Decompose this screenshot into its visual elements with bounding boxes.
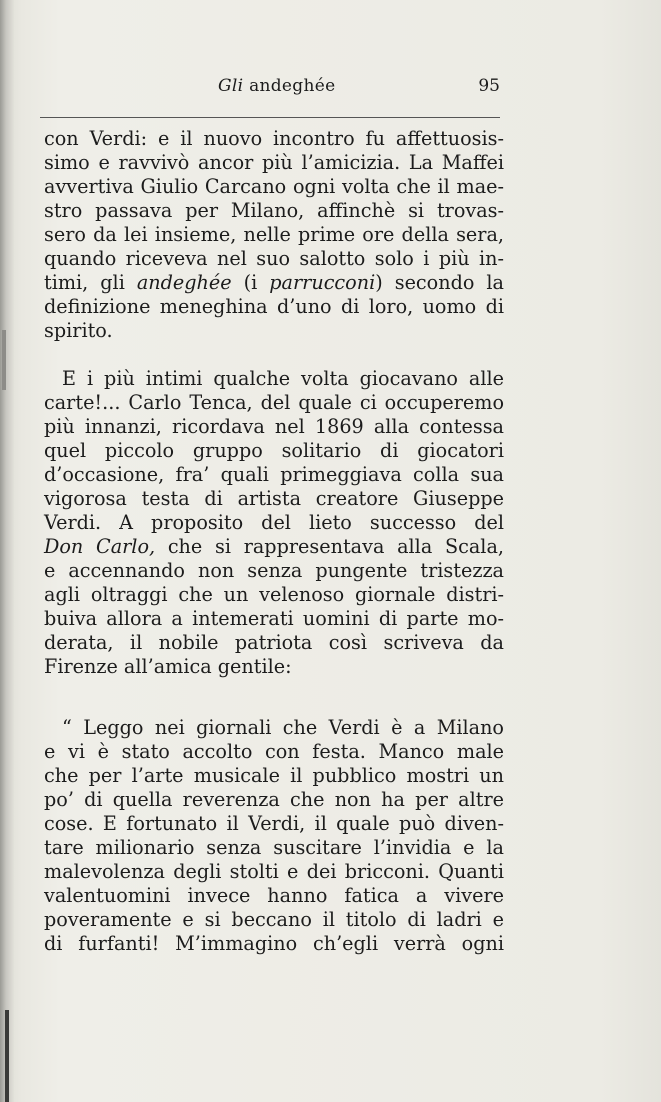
page-binding-edge: [0, 0, 14, 1102]
text-line-mixed: timi, gli andeghée (i parrucconi) secondo la: [44, 271, 504, 294]
binding-shadow: [5, 1010, 9, 1102]
paragraph-1: [44, 127, 504, 343]
text-line: carte!... Carlo Tenca, del quale ci occuperemo: [44, 391, 504, 414]
binding-mark: [2, 330, 6, 390]
text-line: quel piccolo gruppo solitario di giocatori: [44, 439, 504, 462]
text-line: poveramente e si beccano il titolo di ladri e: [44, 908, 504, 931]
text-line: buiva allora a intemerati uomini di parte mo-: [44, 607, 504, 630]
text-line: cose. E fortunato il Verdi, il quale può diven-: [44, 812, 504, 835]
text-line: Verdi. A proposito del lieto successo del: [44, 511, 504, 534]
text-line: simo e ravvivò ancor più l’amicizia. La Maffei: [44, 151, 504, 174]
header-rule: [40, 117, 500, 118]
text-line: Firenze all’amica gentile:: [44, 655, 292, 678]
text-line: di furfanti! M’immagino ch’egli verrà ogni: [44, 932, 504, 955]
text-line: stro passava per Milano, affinchè si trovas-: [44, 199, 504, 222]
text-line: e accennando non senza pungente tristezza: [44, 559, 504, 582]
text-line: che per l’arte musicale il pubblico mostri un: [44, 764, 504, 787]
text-line: sero da lei insieme, nelle prime ore della sera,: [44, 223, 504, 246]
text-line: tare milionario senza suscitare l’invidia e la: [44, 836, 504, 859]
text-line: spirito.: [44, 319, 113, 342]
text-line: malevolenza degli stolti e dei bricconi. Quanti: [44, 860, 504, 883]
text-line: con Verdi: e il nuovo incontro fu affettuosis-: [44, 127, 504, 150]
text-line: agli oltraggi che un velenoso giornale distri-: [44, 583, 504, 606]
text-line: d’occasione, fra’ quali primeggiava colla sua: [44, 463, 504, 486]
paragraph-2: [44, 367, 504, 679]
text-line: e vi è stato accolto con festa. Manco male: [44, 740, 504, 763]
text-line: derata, il nobile patriota così scriveva da: [44, 631, 504, 654]
text-line: E i più intimi qualche volta giocavano alle: [62, 367, 504, 390]
running-header: [40, 74, 500, 102]
text-line: “ Leggo nei giornali che Verdi è a Milano: [62, 716, 504, 739]
text-line: valentuomini invece hanno fatica a vivere: [44, 884, 504, 907]
page-number: 95: [478, 76, 500, 96]
running-title: Gli andeghée: [218, 76, 336, 96]
text-line: definizione meneghina d’uno di loro, uomo di: [44, 295, 504, 318]
text-line: vigorosa testa di artista creatore Giuseppe: [44, 487, 504, 510]
text-line-mixed: Don Carlo, che si rappresentava alla Scala,: [44, 535, 504, 558]
quotation: [44, 716, 504, 956]
text-line: quando riceveva nel suo salotto solo i più in-: [44, 247, 504, 270]
text-line: avvertiva Giulio Carcano ogni volta che il mae-: [44, 175, 504, 198]
text-line: po’ di quella reverenza che non ha per altre: [44, 788, 504, 811]
text-line: più innanzi, ricordava nel 1869 alla contessa: [44, 415, 504, 438]
